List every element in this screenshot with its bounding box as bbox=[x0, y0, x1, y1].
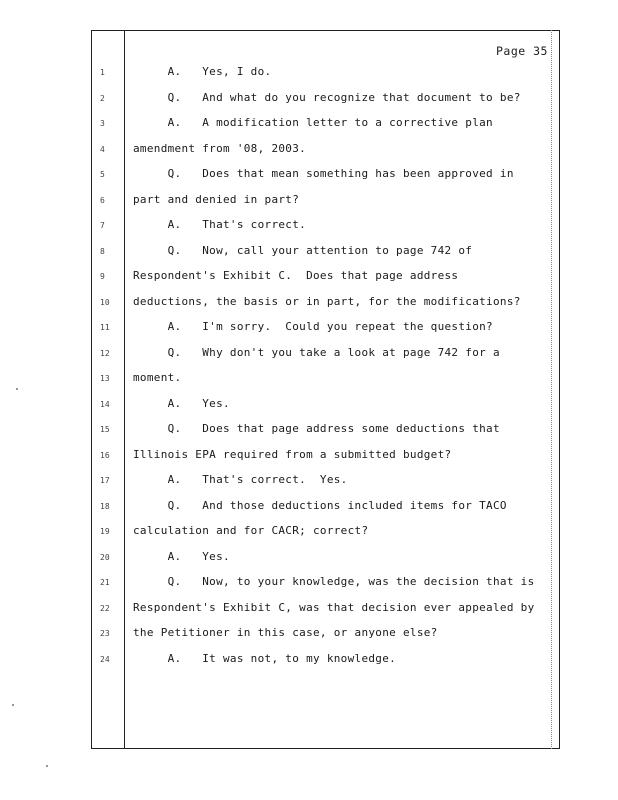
transcript-line bbox=[0, 499, 618, 519]
line-number: 17 bbox=[100, 476, 110, 485]
transcript-line bbox=[0, 601, 618, 621]
transcript-line bbox=[0, 244, 618, 264]
line-text: Q. Now, to your knowledge, was the decision that is bbox=[133, 575, 535, 588]
line-text: A. It was not, to my knowledge. bbox=[133, 651, 397, 665]
line-text: A. I'm sorry. Could you repeat the question? bbox=[133, 320, 493, 333]
transcript-line bbox=[0, 448, 618, 468]
line-number: 24 bbox=[100, 654, 110, 664]
transcript-line bbox=[0, 550, 618, 570]
line-number: 15 bbox=[100, 425, 110, 434]
line-text: the Petitioner in this case, or anyone else? bbox=[133, 626, 438, 639]
line-text: Respondent's Exhibit C, was that decision ever appealed by bbox=[133, 600, 535, 614]
line-text: A. That's correct. bbox=[133, 218, 307, 231]
line-text: A. Yes. bbox=[133, 549, 230, 563]
line-text: Respondent's Exhibit C. Does that page address bbox=[133, 269, 459, 282]
line-text: A. Yes. bbox=[133, 396, 230, 410]
transcript-line bbox=[0, 422, 618, 442]
line-text: Q. Does that page address some deductions that bbox=[133, 422, 500, 435]
line-number: 19 bbox=[100, 527, 110, 536]
line-text: A. Yes, I do. bbox=[133, 65, 272, 78]
line-number: 4 bbox=[100, 144, 105, 154]
line-number: 18 bbox=[100, 501, 110, 511]
scan-speck bbox=[12, 704, 14, 706]
transcript-line bbox=[0, 193, 618, 213]
line-text: A. A modification letter to a corrective plan bbox=[133, 116, 493, 129]
transcript-line bbox=[0, 524, 618, 544]
transcript-line bbox=[0, 652, 618, 672]
line-number: 9 bbox=[100, 272, 105, 281]
transcript-line bbox=[0, 269, 618, 289]
line-number: 16 bbox=[100, 450, 110, 460]
transcript-line bbox=[0, 320, 618, 340]
line-number: 23 bbox=[100, 629, 110, 638]
line-number: 10 bbox=[100, 297, 110, 307]
line-text: part and denied in part? bbox=[133, 192, 300, 206]
transcript-line bbox=[0, 91, 618, 111]
line-text: Q. And what do you recognize that document to be? bbox=[133, 90, 521, 104]
line-text: Q. Why don't you take a look at page 742 for a bbox=[133, 345, 500, 359]
line-text: Q. Now, call your attention to page 742 of bbox=[133, 243, 473, 257]
line-text: deductions, the basis or in part, for the modifications? bbox=[133, 294, 521, 308]
transcript-line bbox=[0, 371, 618, 391]
line-number: 21 bbox=[100, 578, 110, 587]
page-number: Page 35 bbox=[496, 44, 548, 58]
scan-speck bbox=[16, 388, 18, 390]
line-number: 11 bbox=[100, 323, 110, 332]
transcript-line bbox=[0, 346, 618, 366]
line-number: 3 bbox=[100, 119, 105, 128]
line-text: Q. And those deductions included items for TACO bbox=[133, 498, 507, 512]
transcript-line bbox=[0, 575, 618, 595]
line-text: Q. Does that mean something has been approved in bbox=[133, 167, 514, 180]
line-number: 22 bbox=[100, 603, 110, 613]
line-number: 2 bbox=[100, 93, 105, 103]
line-number: 14 bbox=[100, 399, 110, 409]
transcript-line bbox=[0, 142, 618, 162]
transcript-line bbox=[0, 295, 618, 315]
transcript-line bbox=[0, 626, 618, 646]
transcript-line bbox=[0, 473, 618, 493]
transcript-line bbox=[0, 397, 618, 417]
transcript-line bbox=[0, 218, 618, 238]
line-number: 6 bbox=[100, 195, 105, 205]
line-text: amendment from '08, 2003. bbox=[133, 141, 307, 155]
line-text: A. That's correct. Yes. bbox=[133, 473, 348, 486]
line-text: Illinois EPA required from a submitted budget? bbox=[133, 447, 452, 461]
line-number: 7 bbox=[100, 221, 105, 230]
line-number: 1 bbox=[100, 68, 105, 77]
line-text: moment. bbox=[133, 371, 182, 384]
scan-speck bbox=[46, 765, 48, 767]
line-number: 20 bbox=[100, 552, 110, 562]
line-number: 8 bbox=[100, 246, 105, 256]
transcript-line bbox=[0, 65, 618, 85]
transcript-line bbox=[0, 167, 618, 187]
line-text: calculation and for CACR; correct? bbox=[133, 524, 369, 537]
line-number: 13 bbox=[100, 374, 110, 383]
transcript-line bbox=[0, 116, 618, 136]
line-number: 5 bbox=[100, 170, 105, 179]
line-number: 12 bbox=[100, 348, 110, 358]
